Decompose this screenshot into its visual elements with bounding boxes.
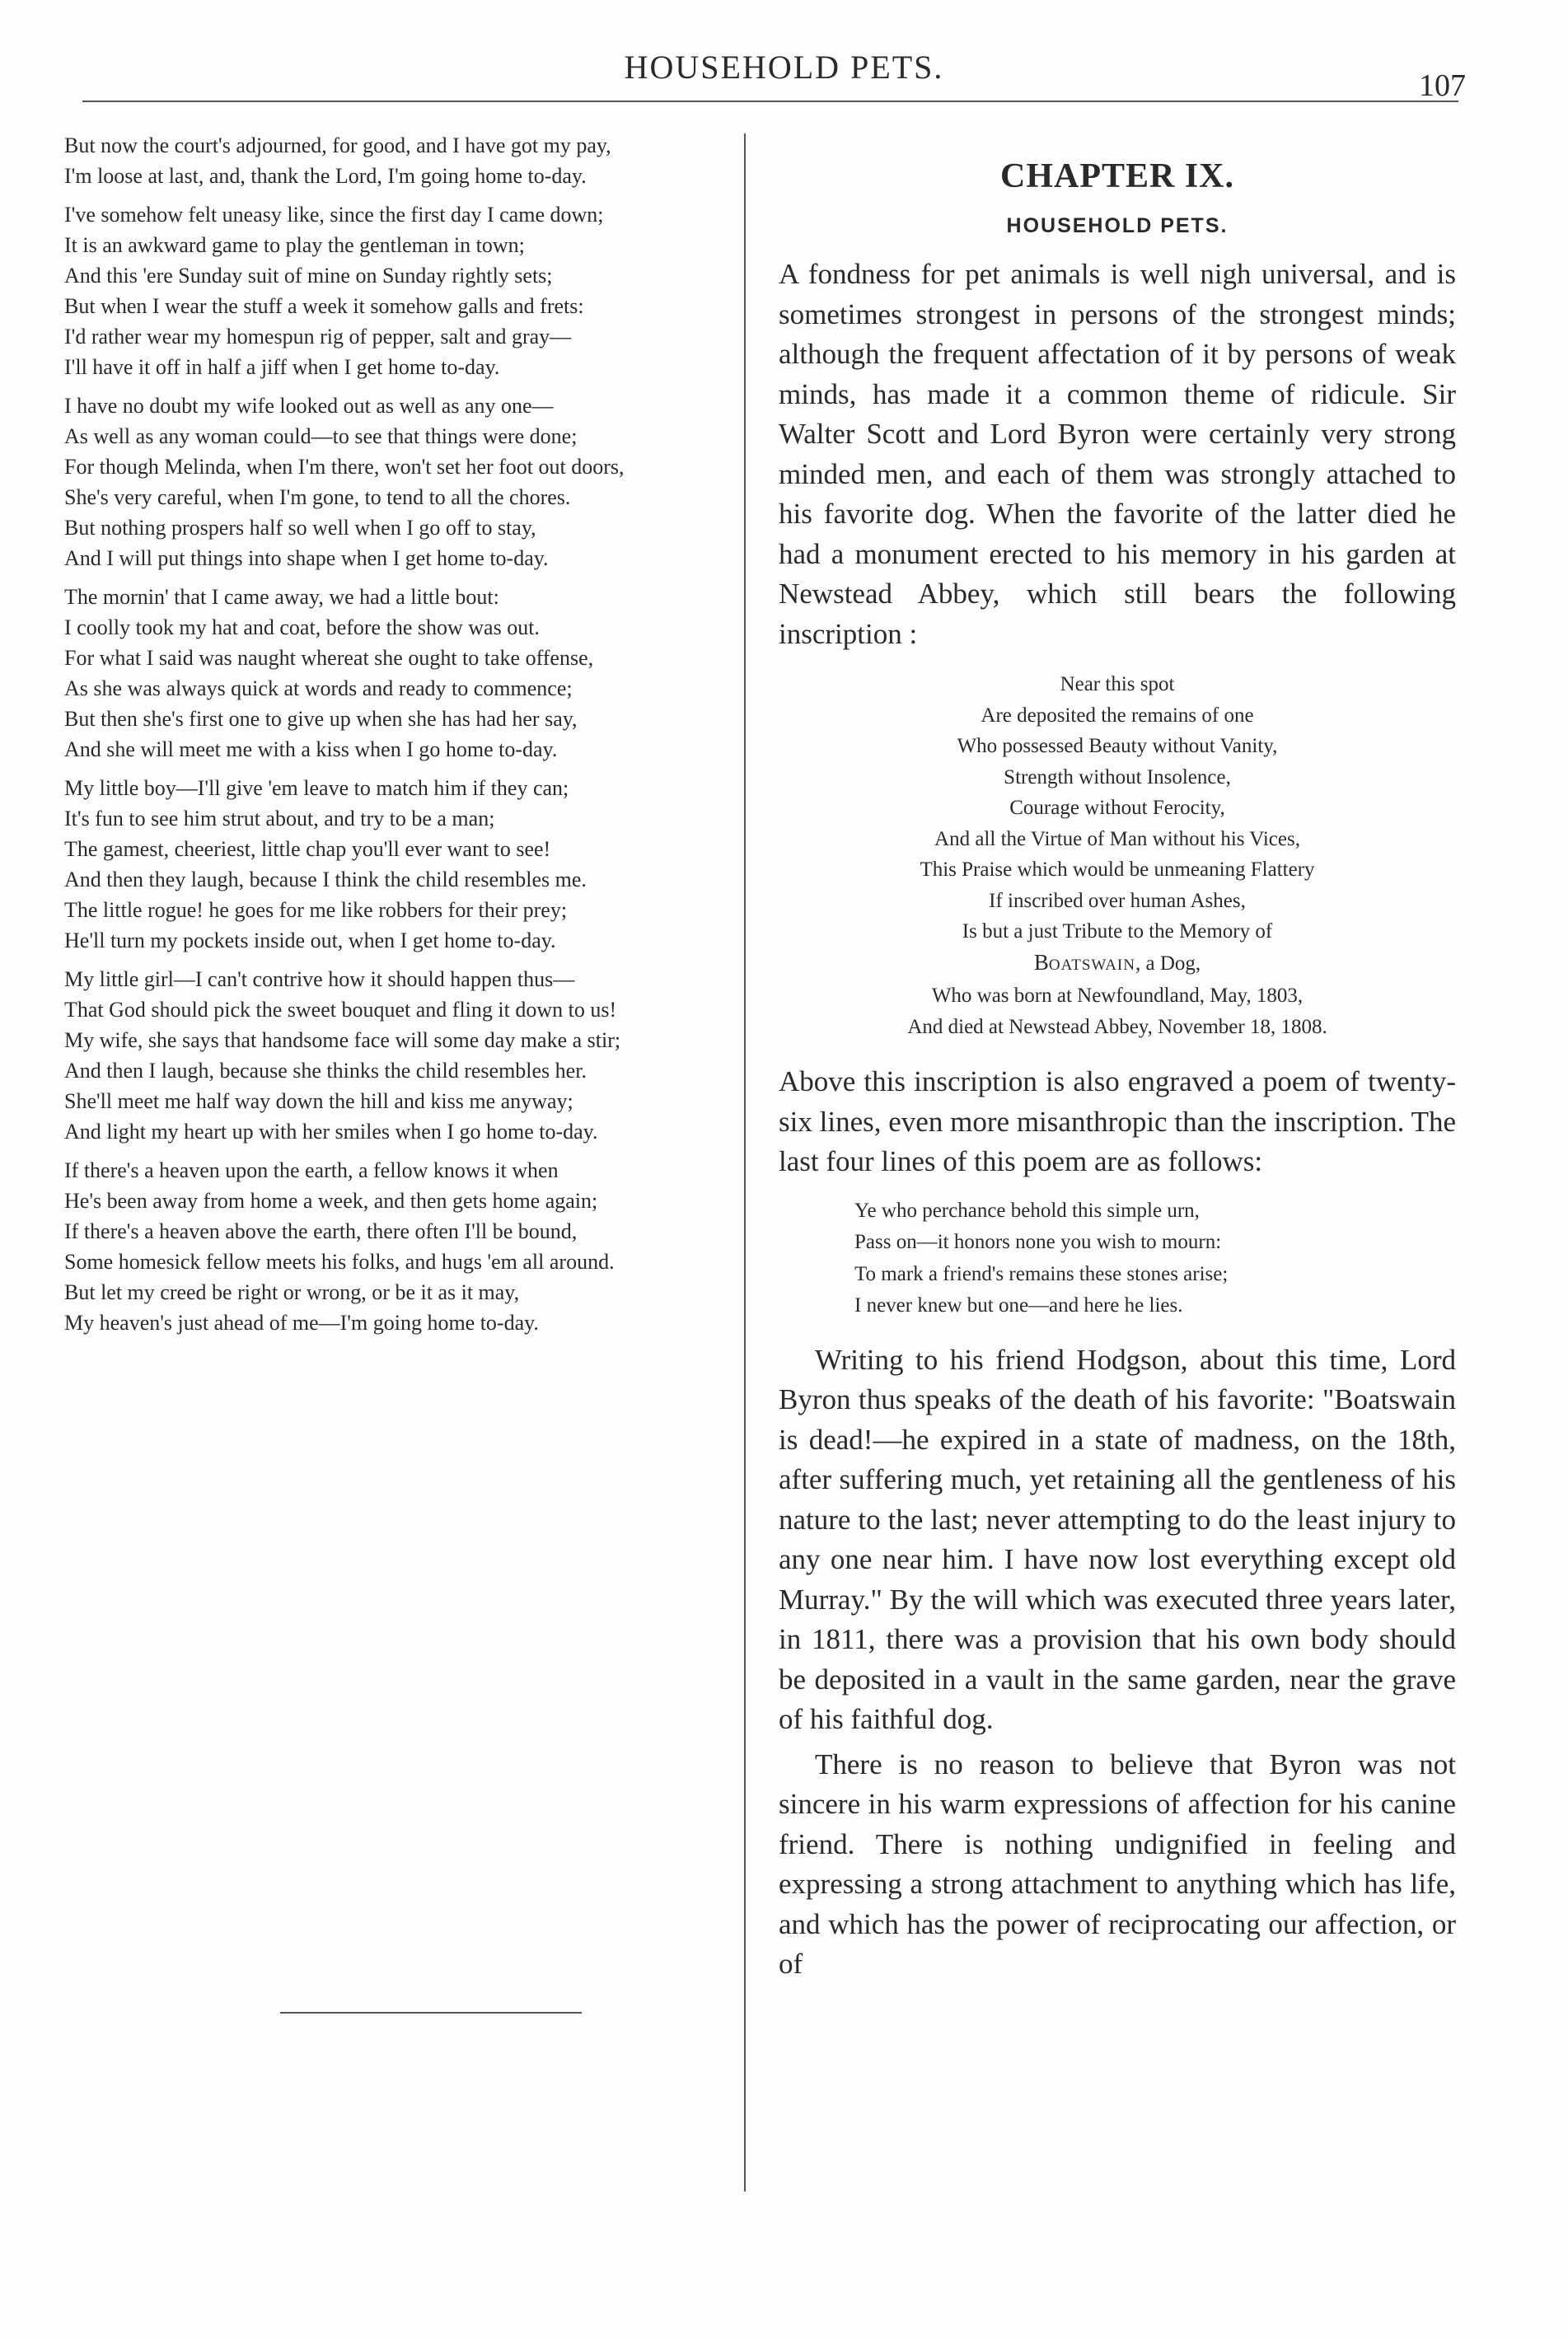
poem-line: And light my heart up with her smiles when I go home to-day. — [64, 1120, 598, 1144]
chapter-paragraph-2: Above this inscription is also engraved a poem of twenty-six lines, even more misanthropic than the inscription. The last four lines of this poem are as follows: — [779, 1065, 1456, 1177]
poem-line: And she will meet me with a kiss when I go home to-day. — [64, 737, 558, 761]
poem-line: I'll have it off in half a jiff when I get home to-day. — [64, 355, 500, 379]
poem-stanza — [64, 1155, 732, 1338]
poem-line: But then she's first one to give up when she has had her say, — [64, 707, 578, 731]
poem-line: As well as any woman could—to see that things were done; — [64, 424, 578, 448]
quoted-poem-line: To mark a friend's remains these stones arise; — [854, 1262, 1229, 1285]
poem-line: But nothing prospers half so well when I go off to stay, — [64, 516, 536, 540]
poem-line: I have no doubt my wife looked out as well as any one— — [64, 394, 554, 418]
quoted-poem-line: Ye who perchance behold this simple urn, — [854, 1199, 1200, 1222]
running-header: HOUSEHOLD PETS. — [624, 49, 944, 86]
column-divider — [744, 133, 746, 2192]
poem-stanza — [64, 964, 732, 1147]
page-number: 107 — [1419, 68, 1466, 103]
quoted-poem — [854, 1195, 1456, 1322]
poem-line: And I will put things into shape when I get home to-day. — [64, 546, 549, 570]
chapter-column — [779, 157, 1456, 1985]
poem-line: For though Melinda, when I'm there, won't set her foot out doors, — [64, 455, 625, 479]
chapter-title: CHAPTER IX. — [999, 157, 1235, 195]
epitaph-line: Near this spot — [1060, 673, 1175, 695]
chapter-paragraph-3: Writing to his friend Hodgson, about this time, Lord Byron thus speaks of the death of his favorite: "Boatswain is dead!—he expired in a state of madness, on the 18th, after suffering much, yet retaining all the gentleness of his nature to the last; never attempting to do the least injury to any one near him. I have now lost everything except old Murray." By the will which was executed three years later, in 1811, there was a provision that his own body should be deposited in a vault in the same garden, near the grave of his faithful dog. — [779, 1343, 1456, 1735]
epitaph-line: Who was born at Newfoundland, May, 1803, — [931, 985, 1304, 1007]
epitaph-line: Courage without Ferocity, — [1009, 797, 1225, 819]
poem-line: She'll meet me half way down the hill and kiss me anyway; — [64, 1089, 573, 1113]
poem-line: The mornin' that I came away, we had a little bout: — [64, 585, 499, 609]
poem-line: He'll turn my pockets inside out, when I get home to-day. — [64, 929, 556, 952]
chapter-paragraph-1: A fondness for pet animals is well nigh universal, and is sometimes strongest in persons of the strongest minds; although the frequent affectation of it by persons of weak minds, has made it a common theme of ridicule. Sir Walter Scott and Lord Byron were certainly very strong minded men, and each of them was strongly attached to his favorite dog. When the favorite of the latter died he had a monument erected to his memory in his garden at Newstead Abbey, which still bears the following inscription : — [779, 258, 1456, 650]
epitaph-inscription — [779, 669, 1456, 1042]
dog-name-rest: OATSWAIN — [1048, 956, 1135, 974]
poem-line: It is an awkward game to play the gentleman in town; — [64, 233, 525, 257]
poem-line: For what I said was naught whereat she ought to take offense, — [64, 646, 594, 670]
epitaph-line: Is but a just Tribute to the Memory of — [962, 920, 1273, 943]
quoted-poem-line: I never knew but one—and here he lies. — [854, 1294, 1183, 1317]
poem-line: If there's a heaven upon the earth, a fellow knows it when — [64, 1158, 559, 1182]
poem-line: My heaven's just ahead of me—I'm going home to-day. — [64, 1311, 539, 1335]
poem-line: It's fun to see him strut about, and try to be a man; — [64, 807, 495, 830]
dog-name-initial: B — [1033, 949, 1049, 975]
poem-line: The gamest, cheeriest, little chap you'll ever want to see! — [64, 837, 551, 861]
poem-line: My little girl—I can't contrive how it should happen thus— — [64, 967, 575, 991]
poem-stanza — [64, 130, 732, 191]
poem-line: But when I wear the stuff a week it somehow galls and frets: — [64, 294, 584, 318]
epitaph-line: Are deposited the remains of one — [981, 704, 1254, 727]
poem-line: That God should pick the sweet bouquet and fling it down to us! — [64, 998, 617, 1022]
poem-column — [64, 130, 732, 1346]
epitaph-line: And died at Newstead Abbey, November 18, 1808. — [907, 1015, 1327, 1038]
poem-line: I've somehow felt uneasy like, since the first day I came down; — [64, 203, 604, 227]
poem-line: I coolly took my hat and coat, before the show was out. — [64, 615, 540, 639]
epitaph-line: This Praise which would be unmeaning Flattery — [920, 858, 1315, 881]
poem-line: He's been away from home a week, and then gets home again; — [64, 1189, 598, 1213]
epitaph-line: Who possessed Beauty without Vanity, — [957, 735, 1278, 757]
poem-line: I'd rather wear my homespun rig of pepper, salt and gray— — [64, 325, 572, 349]
poem-line: And then I laugh, because she thinks the child resembles her. — [64, 1059, 587, 1083]
poem-line: And this 'ere Sunday suit of mine on Sunday rightly sets; — [64, 264, 553, 288]
poem-stanza — [64, 391, 732, 573]
epitaph-dog-name-line — [779, 947, 1456, 981]
poem-stanza — [64, 582, 732, 765]
poem-end-rule — [280, 2012, 582, 2014]
poem-line: I'm loose at last, and, thank the Lord, I'm going home to-day. — [64, 164, 587, 188]
epitaph-line: And all the Virtue of Man without his Vices, — [934, 827, 1300, 850]
quoted-poem-line: Pass on—it honors none you wish to mourn: — [854, 1231, 1222, 1253]
chapter-subtitle: HOUSEHOLD PETS. — [1006, 214, 1229, 237]
poem-line: If there's a heaven above the earth, there often I'll be bound, — [64, 1219, 578, 1243]
epitaph-line: Strength without Insolence, — [1004, 765, 1231, 788]
poem-line: My little boy—I'll give 'em leave to match him if they can; — [64, 776, 569, 800]
poem-line: But let my creed be right or wrong, or be it as it may, — [64, 1280, 520, 1304]
poem-line: Some homesick fellow meets his folks, and hugs 'em all around. — [64, 1250, 615, 1274]
header-rule — [82, 101, 1458, 102]
epitaph-line: If inscribed over human Ashes, — [989, 889, 1246, 912]
poem-line: The little rogue! he goes for me like robbers for their prey; — [64, 898, 568, 922]
poem-line: As she was always quick at words and ready to commence; — [64, 676, 573, 700]
poem-stanza — [64, 199, 732, 382]
poem-stanza — [64, 773, 732, 956]
poem-line: My wife, she says that handsome face will some day make a stir; — [64, 1028, 621, 1052]
poem-line: And then they laugh, because I think the child resembles me. — [64, 868, 587, 891]
poem-line: But now the court's adjourned, for good, and I have got my pay, — [64, 133, 611, 157]
chapter-paragraph-4: There is no reason to believe that Byron was not sincere in his warm expressions of affection for his canine friend. There is nothing undignified in feeling and expressing a strong attachment to anything which has life, and which has the power of reciprocating our affection, or of — [779, 1747, 1456, 1980]
poem-line: She's very careful, when I'm gone, to tend to all the chores. — [64, 485, 571, 509]
dog-name-suffix: , a Dog, — [1135, 952, 1201, 975]
